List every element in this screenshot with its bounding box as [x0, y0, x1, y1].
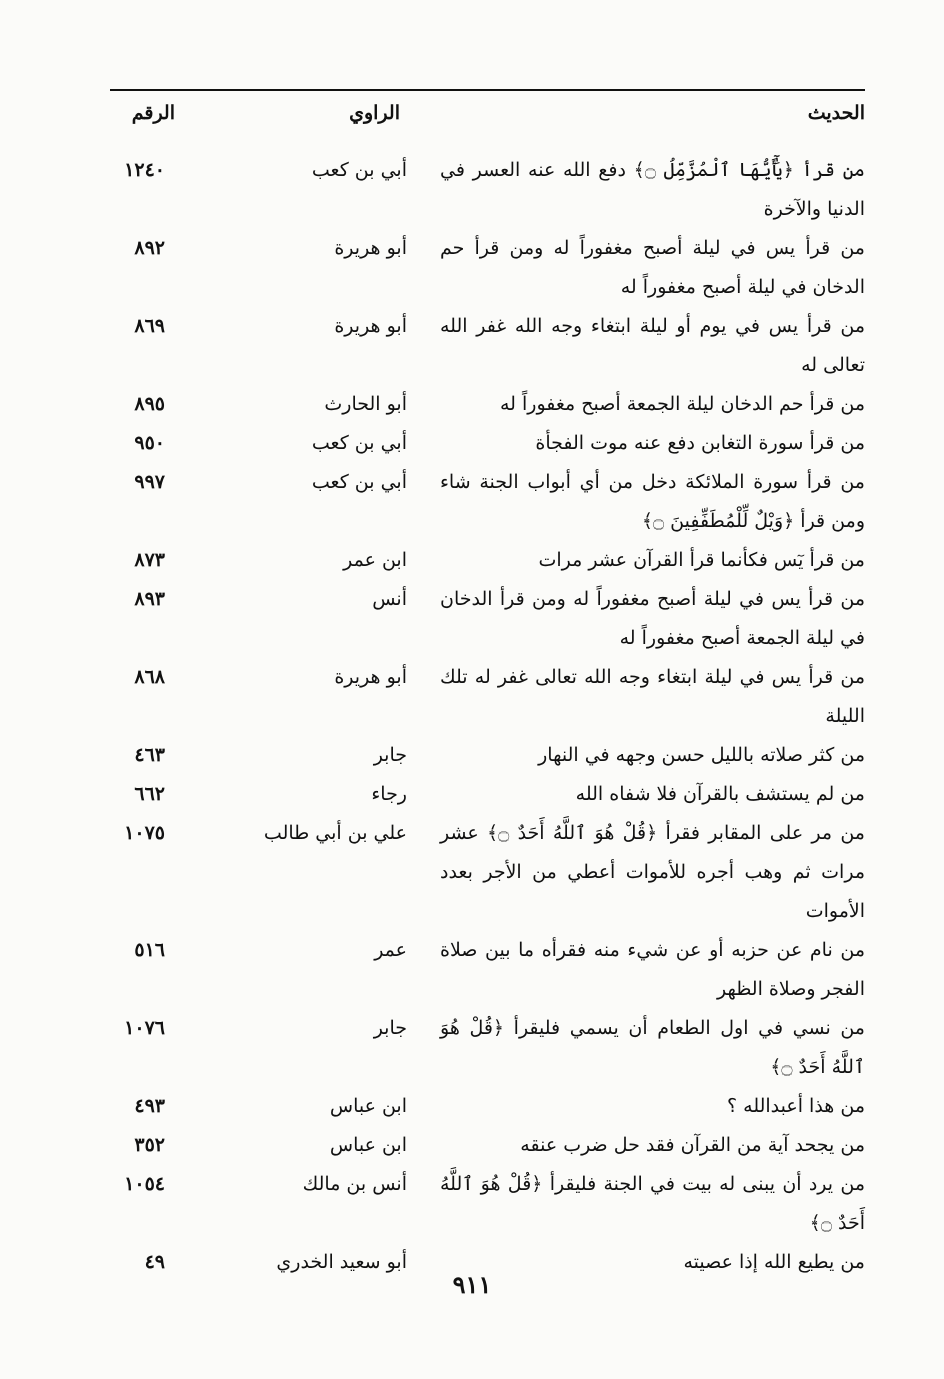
- hadith-text: من نام عن حزبه أو عن شيء منه فقرأه ما بين صلاة الفجر وصلاة الظهر: [440, 939, 865, 1000]
- hadith-text: من كثر صلاته بالليل حسن وجهه في النهار: [538, 744, 865, 766]
- hadith-number: ٨٩٢: [134, 237, 165, 259]
- hadith-index-table: [110, 151, 865, 1282]
- hadith-number: ٩٥٠: [134, 432, 165, 454]
- table-row: [110, 1009, 865, 1087]
- narrator: أبو سعيد الخدري: [276, 1251, 407, 1273]
- narrator: ابن عباس: [329, 1134, 407, 1156]
- table-row: [110, 931, 865, 1009]
- narrator: أبو هريرة: [334, 315, 407, 337]
- table-row: [110, 541, 865, 580]
- hadith-number: ٤٩: [144, 1251, 165, 1273]
- hadith-text: من قرأ حم الدخان ليلة الجمعة أصبح مغفوراً له: [500, 393, 865, 415]
- narrator: أبي بن كعب: [311, 471, 407, 493]
- table-row: [110, 736, 865, 775]
- narrator: جابر: [373, 1017, 407, 1039]
- table-row: [110, 307, 865, 385]
- top-rule: [110, 89, 865, 91]
- table-row: [110, 463, 865, 541]
- table-row: [110, 151, 865, 229]
- hadith-text: من يرد أن يبنى له بيت في الجنة فليقرأ ﴿قُلْ هُوَ ٱللَّهُ أَحَدٌ ۝﴾: [440, 1173, 865, 1234]
- table-row: [110, 580, 865, 658]
- hadith-number: ١٠٧٦: [124, 1017, 165, 1039]
- narrator: عمر: [374, 939, 407, 961]
- narrator: رجاء: [371, 783, 407, 805]
- narrator: أنس بن مالك: [302, 1173, 407, 1195]
- narrator: أنس: [372, 588, 407, 610]
- narrator: أبي بن كعب: [311, 432, 407, 454]
- hadith-number: ٤٦٣: [134, 744, 165, 766]
- page-number: ٩١١: [452, 1270, 492, 1299]
- hadith-number: ٤٩٣: [134, 1095, 165, 1117]
- hadith-text: من لم يستشف بالقرآن فلا شفاه الله: [575, 783, 865, 805]
- table-row: [110, 658, 865, 736]
- hadith-text: من يجحد آية من القرآن فقد حل ضرب عنقه: [520, 1134, 865, 1156]
- hadith-number: ٨٦٨: [134, 666, 165, 688]
- narrator: ابن عمر: [343, 549, 407, 571]
- hadith-text: من قرأ يس في ليلة أصبح مغفوراً له ومن قرأ حم الدخان في ليلة أصبح مغفوراً له: [440, 237, 865, 298]
- table-row: [110, 424, 865, 463]
- table-row: [110, 1087, 865, 1126]
- hadith-text: من هذا أعبدالله ؟: [727, 1095, 865, 1117]
- header-hadith: الحديث: [807, 102, 865, 124]
- hadith-number: ١٠٥٤: [124, 1173, 165, 1195]
- hadith-text: من يطيع الله إذا عصيته: [683, 1251, 865, 1273]
- narrator: أبو هريرة: [334, 666, 407, 688]
- hadith-number: ٥١٦: [134, 939, 165, 961]
- table-row: [110, 814, 865, 931]
- hadith-number: ٨٧٣: [134, 549, 165, 571]
- narrator: أبو الحارث: [324, 393, 407, 415]
- hadith-number: ١٠٧٥: [124, 822, 165, 844]
- narrator: أبي بن كعب: [311, 159, 407, 181]
- table-row: [110, 229, 865, 307]
- hadith-number: ٦٦٢: [134, 783, 165, 805]
- hadith-number: ٨٦٩: [134, 315, 165, 337]
- table-row: [110, 1126, 865, 1165]
- hadith-number: ٩٩٧: [134, 471, 165, 493]
- hadith-text: من نسي في اول الطعام أن يسمي فليقرأ ﴿قُلْ هُوَ ٱللَّهُ أَحَدٌ ۝﴾: [440, 1017, 865, 1078]
- narrator: جابر: [373, 744, 407, 766]
- header-rawi: الراوي: [349, 102, 400, 124]
- hadith-text: من قرأ يس في يوم أو ليلة ابتغاء وجه الله غفر الله تعالى له: [440, 315, 865, 376]
- hadith-number: ٨٩٥: [134, 393, 165, 415]
- hadith-number: ١٢٤٠: [124, 159, 165, 181]
- hadith-text: من قرأ يس في ليلة ابتغاء وجه الله تعالى غفر له تلك الليلة: [440, 666, 865, 727]
- hadith-number: ٣٥٢: [134, 1134, 165, 1156]
- table-row: [110, 385, 865, 424]
- table-row: [110, 1165, 865, 1243]
- table-header: [110, 96, 865, 130]
- hadith-number: ٨٩٣: [134, 588, 165, 610]
- hadith-text: من قرأ سورة التغابن دفع عنه موت الفجأة: [535, 432, 865, 454]
- hadith-text: من قرأ يٓس فكأنما قرأ القرآن عشر مرات: [538, 549, 865, 571]
- narrator: أبو هريرة: [334, 237, 407, 259]
- hadith-text: من مر على المقابر فقرأ ﴿قُلْ هُوَ ٱللَّهُ أَحَدٌ ۝﴾ عشر مرات ثم وهب أجره للأموات أعطي من الأجر بعدد الأموات: [440, 822, 865, 922]
- hadith-text: من قرأ يس في ليلة أصبح مغفوراً له ومن قرأ الدخان في ليلة الجمعة أصبح مغفوراً له: [440, 588, 865, 649]
- header-number: الرقم: [131, 102, 175, 124]
- hadith-text: من قرأ ﴿يَٰٓأَيُّهَا ٱلْمُزَّمِّلُ ۝﴾ دفع الله عنه العسر في الدنيا والآخرة: [440, 159, 865, 220]
- narrator: علي بن أبي طالب: [263, 822, 407, 844]
- hadith-text: من قرأ سورة الملائكة دخل من أي أبواب الجنة شاء ومن قرأ ﴿وَيْلٌ لِّلْمُطَفِّفِينَ ۝﴾: [440, 471, 865, 532]
- table-row: [110, 775, 865, 814]
- narrator: ابن عباس: [329, 1095, 407, 1117]
